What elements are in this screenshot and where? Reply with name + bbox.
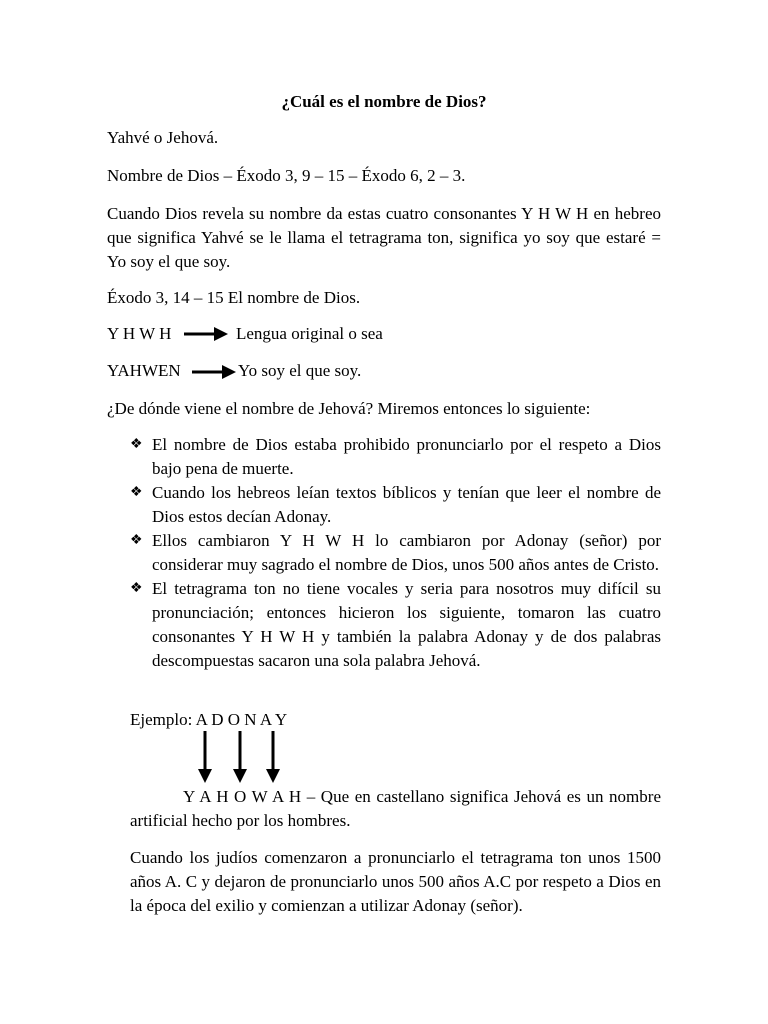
- list-item-text: El tetragrama ton no tiene vocales y seria para nosotros muy difícil su pronunciación; entonces hicieron los siguiente, tomaron las cuatro consonantes Y H W H y también la palabra Adonay y de dos palabras descompuestas sacaron una sola palabra Jehová.: [152, 579, 661, 670]
- list-item: [130, 577, 661, 673]
- final-paragraph: Cuando los judíos comenzaron a pronunciarlo el tetragrama ton unos 1500 años A. C y dejaron de pronunciarlo unos 500 años A.C por respeto a Dios en la época del exilio y comienzan a utilizar Adonay (señor).: [130, 848, 661, 915]
- diamond-bullet-icon: ❖: [130, 581, 143, 596]
- revelation-paragraph: Cuando Dios revela su nombre da estas cuatro consonantes Y H W H en hebreo que significa Yahvé se le llama el tetragrama ton, significa yo soy que estaré = Yo soy el que soy.: [107, 204, 661, 271]
- page-title: ¿Cuál es el nombre de Dios?: [281, 92, 487, 111]
- arrow-row-2-right: Yo soy el que soy.: [238, 361, 362, 380]
- example-line: Ejemplo: A D O N A Y: [130, 710, 288, 729]
- arrow-row-1-left: Y H W H: [107, 324, 172, 343]
- list-item: [130, 433, 661, 481]
- arrow-right-icon: [182, 324, 230, 344]
- list-item-text: Cuando los hebreos leían textos bíblicos y tenían que leer el nombre de Dios estos decían Adonay.: [152, 483, 661, 526]
- question-line: ¿De dónde viene el nombre de Jehová? Miremos entonces lo siguiente:: [107, 399, 591, 418]
- list-item: [130, 529, 661, 577]
- list-item-text: Ellos cambiaron Y H W H lo cambiaron por Adonay (señor) por considerar muy sagrado el nombre de Dios, unos 500 años antes de Cristo.: [152, 531, 661, 574]
- arrow-right-icon: [190, 362, 238, 382]
- list-item-text: El nombre de Dios estaba prohibido pronunciarlo por el respeto a Dios bajo pena de muerte.: [152, 435, 661, 478]
- arrow-row-1-right: Lengua original o sea: [236, 324, 383, 343]
- arrow-row-2-left: YAHWEN: [107, 361, 181, 380]
- reference-line: Nombre de Dios – Éxodo 3, 9 – 15 – Éxodo 6, 2 – 3.: [107, 166, 466, 185]
- yahowah-paragraph: Y A H O W A H – Que en castellano significa Jehová es un nombre artificial hecho por los hombres.: [130, 787, 661, 830]
- diamond-bullet-icon: ❖: [130, 437, 143, 452]
- bullet-list: [130, 433, 661, 673]
- arrow-down-icon: [264, 731, 282, 785]
- diamond-bullet-icon: ❖: [130, 533, 143, 548]
- list-item: [130, 481, 661, 529]
- intro-line: Yahvé o Jehová.: [107, 128, 219, 147]
- arrow-down-icon: [196, 731, 214, 785]
- diamond-bullet-icon: ❖: [130, 485, 143, 500]
- arrow-down-icon: [231, 731, 249, 785]
- exodus-line: Éxodo 3, 14 – 15 El nombre de Dios.: [107, 288, 361, 307]
